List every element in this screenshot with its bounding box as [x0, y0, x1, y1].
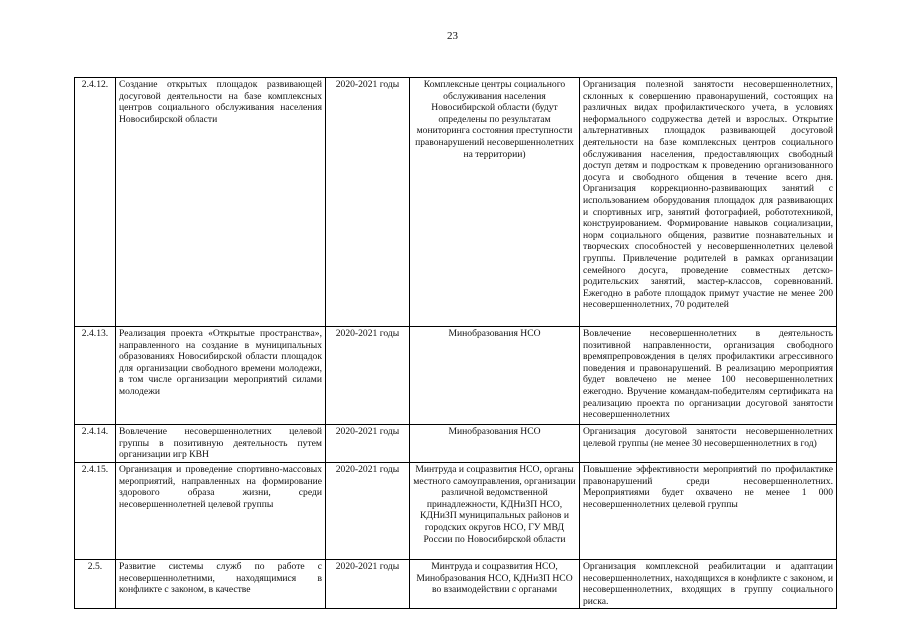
result-cell: Организация комплексной реабилитации и адаптации несовершеннолетних, находящихся в конфликте с законом, и несовершеннолетних, входящих в группу социального риска.: [580, 560, 837, 609]
period-cell: 2020-2021 годы: [326, 78, 410, 327]
result-cell: Повышение эффективности мероприятий по профилактике правонарушений среди несовершеннолетних. Мероприятиями будет охвачено не менее 1 000 несовершеннолетних целевой группы: [580, 463, 837, 560]
row-number: 2.4.14.: [75, 425, 116, 463]
row-number: 2.4.13.: [75, 327, 116, 425]
event-cell: Организация и проведение спортивно-массовых мероприятий, направленных на формирование здорового образа жизни, среди несовершеннолетней целевой группы: [116, 463, 326, 560]
table-row: [75, 78, 837, 327]
executor-cell: Минобразования НСО: [410, 425, 580, 463]
result-cell: Организация полезной занятости несовершеннолетних, склонных к совершению правонарушений, состоящих на различных видах профилактического учета, в условиях неформального содружества детей и взрослых. Открытие альтернативных площадок развивающей досуговой деятельности на базе комплексных центров социального обслуживания населения, предоставляющих свободный доступ детям и подросткам к проведению организованного досуга и свободного общения в течение всего дня. Организация коррекционно-развивающих занятий с использованием оборудования площадок для развивающих и спортивных игр, занятий фотографией, робототехникой, конструированием. Формирование навыков социализации, норм социального общения, развитие познавательных и творческих способностей у несовершеннолетних целевой группы. Привлечение родителей в рамках организации семейного досуга, проведение совместных детско-родительских занятий, мастер-классов, соревнований. Ежегодно в работе площадок примут участие не менее 200 несовершеннолетних, 70 родителей: [580, 78, 837, 327]
period-cell: 2020-2021 годы: [326, 327, 410, 425]
executor-cell: Минобразования НСО: [410, 327, 580, 425]
executor-cell: Минтруда и соцразвития НСО, органы местного самоуправления, организации различной ведомственной принадлежности, КДНиЗП НСО, КДНиЗП муниципальных районов и городских округов НСО, ГУ МВД России по Новосибирской области: [410, 463, 580, 560]
event-cell: Создание открытых площадок развивающей досуговой деятельности на базе комплексных центров социального обслуживания населения Новосибирской области: [116, 78, 326, 327]
table-row: [75, 327, 837, 425]
executor-cell: Комплексные центры социального обслуживания населения Новосибирской области (будут определены по результатам мониторинга состояния преступности правонарушений несовершеннолетних на территории): [410, 78, 580, 327]
table-row: [75, 560, 837, 609]
period-cell: 2020-2021 годы: [326, 425, 410, 463]
period-cell: 2020-2021 годы: [326, 560, 410, 609]
event-cell: Реализация проекта «Открытые пространства», направленного на создание в муниципальных образованиях Новосибирской области площадок для организации свободного времени молодежи, в том числе организации мероприятий силами молодежи: [116, 327, 326, 425]
table-row: [75, 425, 837, 463]
page-number: 23: [447, 30, 458, 42]
program-table: [74, 77, 837, 609]
row-number: 2.5.: [75, 560, 116, 609]
row-number: 2.4.15.: [75, 463, 116, 560]
period-cell: 2020-2021 годы: [326, 463, 410, 560]
row-number: 2.4.12.: [75, 78, 116, 327]
result-cell: Вовлечение несовершеннолетних в деятельность позитивной направленности, организация свободного времяпрепровождения в целях профилактики агрессивного поведения и правонарушений. В реализацию мероприятия будет вовлечено не менее 100 несовершеннолетних ежегодно. Вручение командам-победителям сертификата на реализацию проекта по организации досуговой занятости несовершеннолетних: [580, 327, 837, 425]
event-cell: Развитие системы служб по работе с несовершеннолетними, находящимися в конфликте с законом, в качестве: [116, 560, 326, 609]
result-cell: Организация досуговой занятости несовершеннолетних целевой группы (не менее 30 несовершеннолетних в год): [580, 425, 837, 463]
event-cell: Вовлечение несовершеннолетних целевой группы в позитивную деятельность путем организации игр КВН: [116, 425, 326, 463]
executor-cell: Минтруда и соцразвития НСО, Минобразования НСО, КДНиЗП НСО во взаимодействии с органами: [410, 560, 580, 609]
table-row: [75, 463, 837, 560]
